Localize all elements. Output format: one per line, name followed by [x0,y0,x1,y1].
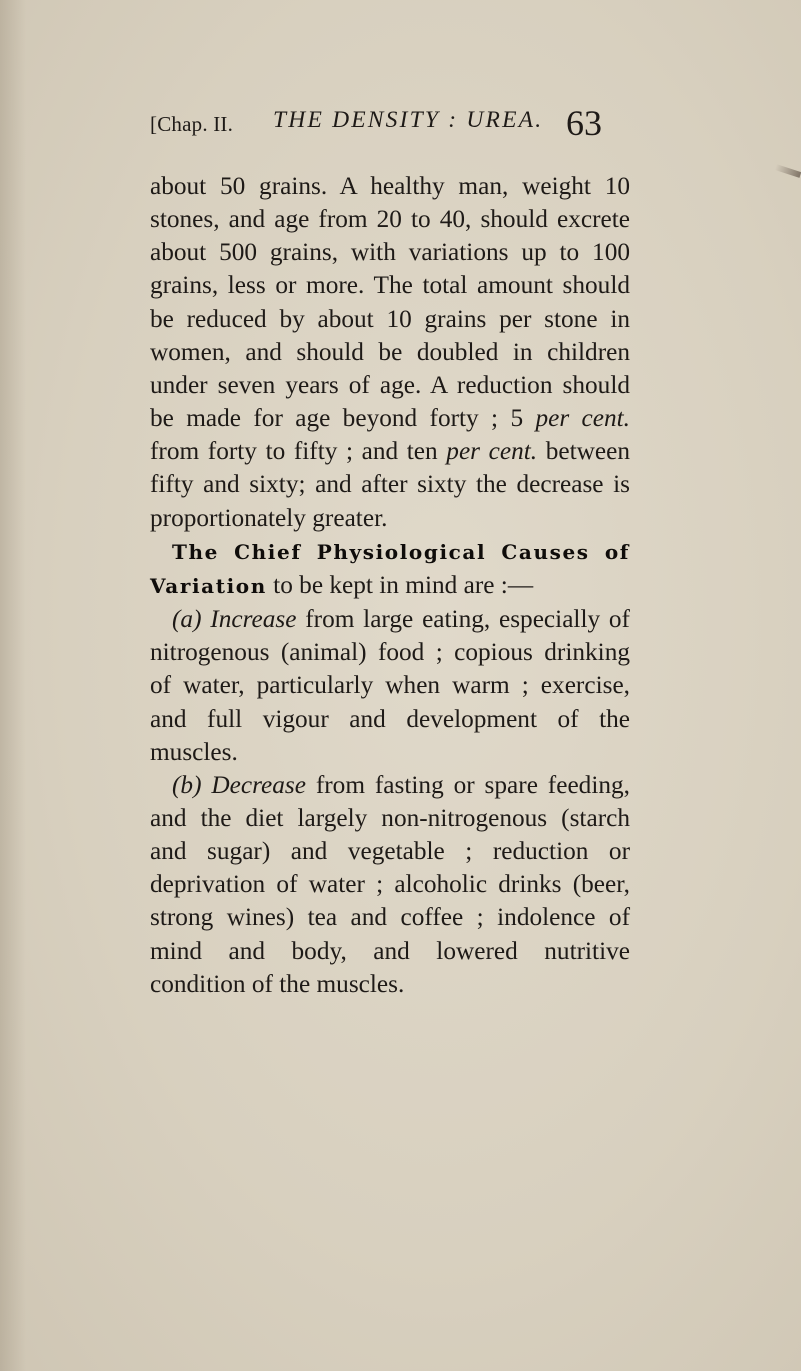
paragraph-text: from forty to fifty ; and ten [150,437,447,466]
list-item [150,603,630,769]
section-heading: The Chief Physiological Causes of Variation [150,539,630,598]
chapter-label: [Chap. II. [150,112,234,136]
paragraph [150,170,630,535]
paragraph-text: to be kept in mind are :— [266,570,534,599]
running-title: THE DENSITY : UREA. [273,107,544,133]
running-header [150,98,630,148]
item-text: from fasting or spare feeding, and the diet largely non-nitrogenous (starch and sugar) and vegetable ; reduction or deprivation of water ; alcoholic drinks (beer, strong wines) tea and coffee ; indolence of mind and body, and lowered nutritive condition of the muscles. [150,770,630,998]
item-text: from large eating, especially of nitrogenous (animal) food ; copious drinking of water, particularly when warm ; exercise, and full vigour and development of the muscles. [150,605,630,766]
percent-phrase: per cent. [446,437,538,466]
page-edge-shadow [0,0,26,1371]
item-label: (a) Increase [172,605,297,634]
list-item [150,769,630,1001]
paragraph-text: between fifty and sixty; and after sixty the decrease is proportionately greater. [150,437,630,532]
body-text [150,170,630,1001]
page-number: 63 [566,103,602,143]
item-label: (b) Decrease [172,770,306,799]
page-mark [775,164,801,178]
percent-number: 5 [510,404,536,433]
percent-phrase: per cent. [535,404,630,433]
paragraph-text: about 50 grains. A healthy man, weight 10 stones, and age from 20 to 40, should excrete about 500 grains, with variations up to 100 grains, less or more. The total amount should be reduced by about 10 grains per stone in women, and should be doubled in children under seven years of age. A reduction should be made for age beyond forty ; [150,172,630,433]
section-heading-paragraph [150,535,630,603]
